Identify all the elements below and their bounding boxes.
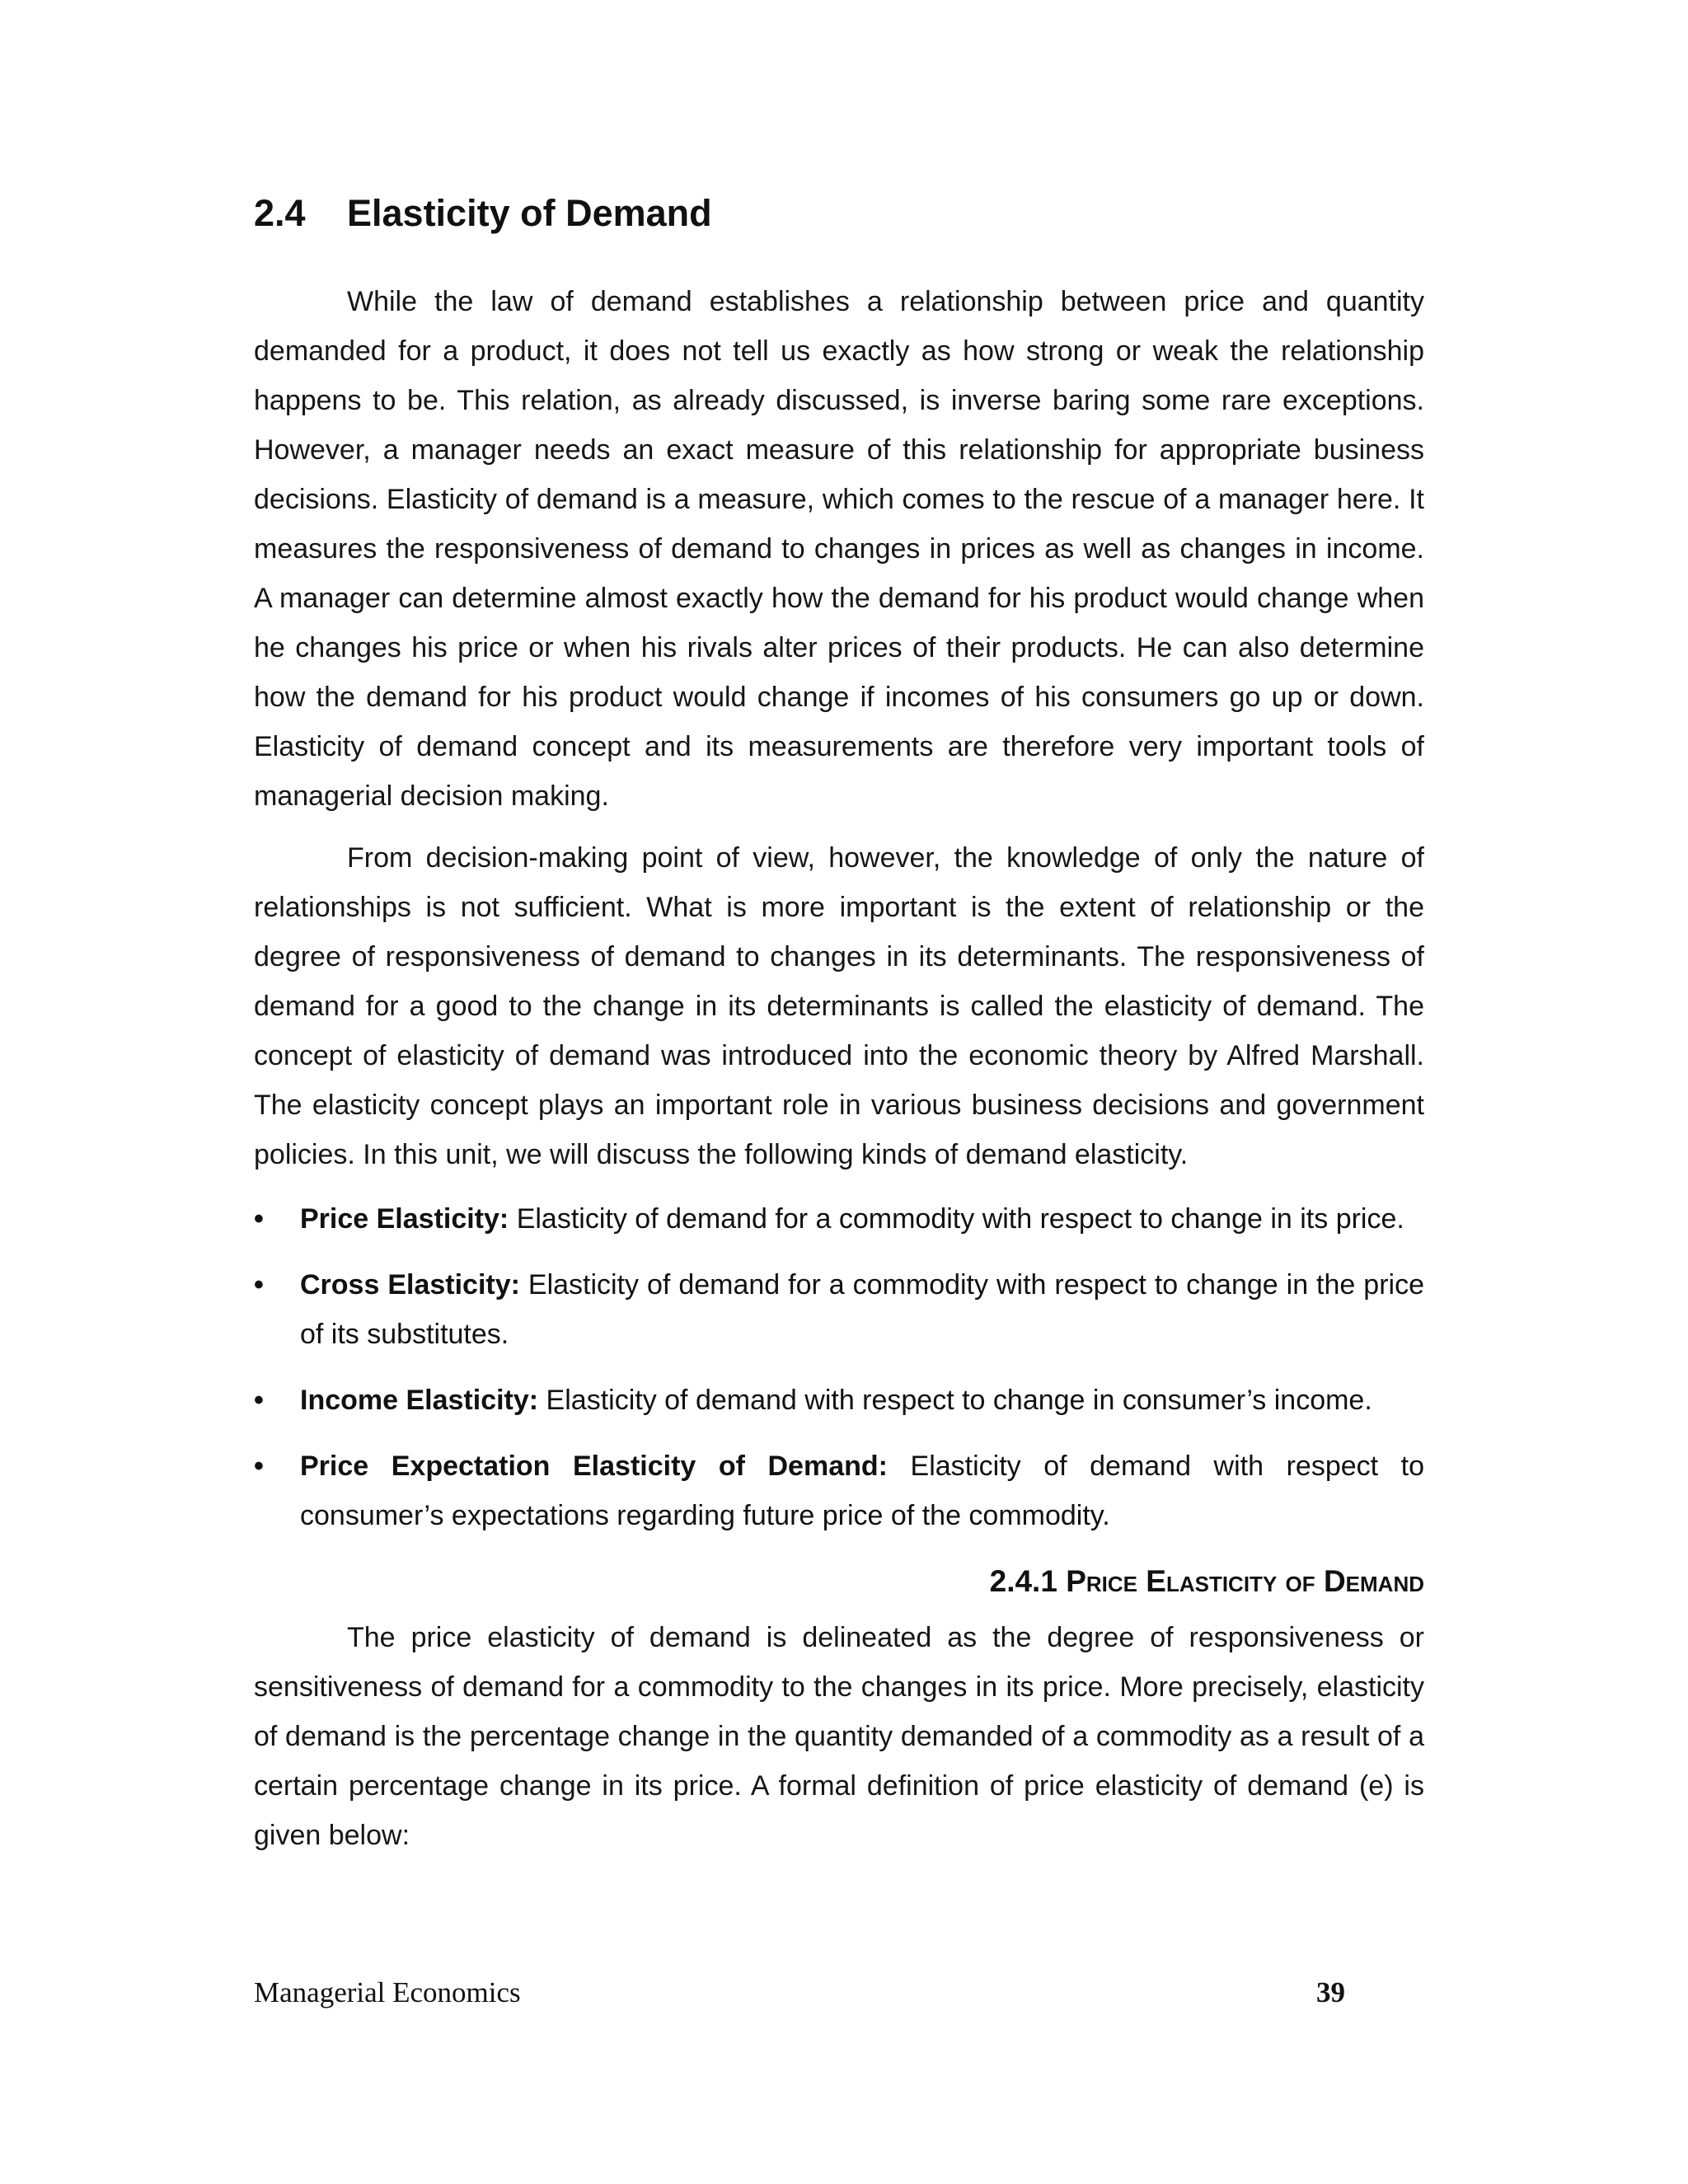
list-item-price-elasticity — [254, 1194, 1424, 1244]
footer-page-number: 39 — [1316, 1976, 1345, 2008]
price-elasticity-paragraph: The price elasticity of demand is delineated as the degree of responsiveness or sensitiveness of demand for a commodity to the changes in its price. More precisely, elasticity of demand is the percentage change in the quantity demanded of a commodity as a result of a certain percentage change in its price. A formal definition of price elasticity of demand (e) is given below: — [254, 1622, 1424, 1851]
kind-description: Elasticity of demand for a commodity with respect to change in its price. — [509, 1203, 1404, 1235]
kind-label: Price Elasticity: — [300, 1203, 509, 1235]
subsection-heading: 2.4.1 Price Elasticity of Demand — [989, 1564, 1424, 1598]
kind-description: Elasticity of demand with respect to consumer’s expectations regarding future price of the commodity. — [300, 1451, 1424, 1531]
list-item-income-elasticity — [254, 1376, 1424, 1425]
section-heading — [254, 190, 1424, 237]
decision-making-paragraph: From decision-making point of view, however, the knowledge of only the nature of relationships is not sufficient. What is more important is the extent of relationship or the degree of responsiveness of demand to changes in its determinants. The responsiveness of demand for a good to the change in its determinants is called the elasticity of demand. The concept of elasticity of demand was introduced into the economic theory by Alfred Marshall. The elasticity concept plays an important role in various business decisions and government policies. In this unit, we will discuss the following kinds of demand elasticity. — [254, 842, 1424, 1170]
kind-label: Price Expectation Elasticity of Demand: — [300, 1451, 888, 1482]
bullet-icon: • — [254, 1451, 264, 1482]
kind-label: Income Elasticity: — [300, 1385, 539, 1416]
kind-label: Cross Elasticity: — [300, 1269, 520, 1301]
list-item-price-expectation-elasticity — [254, 1441, 1424, 1540]
bullet-icon: • — [254, 1269, 264, 1301]
section-title: Elasticity of Demand — [347, 192, 712, 234]
bullet-icon: • — [254, 1385, 264, 1416]
section-number: 2.4 — [254, 192, 306, 234]
footer-book-title: Managerial Economics — [254, 1976, 521, 2008]
list-item-cross-elasticity — [254, 1260, 1424, 1359]
elasticity-kinds-list — [254, 1194, 1424, 1540]
kind-description: Elasticity of demand with respect to change in consumer’s income. — [538, 1385, 1372, 1416]
bullet-icon: • — [254, 1203, 264, 1235]
intro-paragraph: While the law of demand establishes a relationship between price and quantity demanded for a product, it does not tell us exactly as how strong or weak the relationship happens to be. This relation, as already discussed, is inverse baring some rare exceptions. However, a manager needs an exact measure of this relationship for appropriate business decisions. Elasticity of demand is a measure, which comes to the rescue of a manager here. It measures the responsiveness of demand to changes in prices as well as changes in income. A manager can determine almost exactly how the demand for his product would change when he changes his price or when his rivals alter prices of their products. He can also determine how the demand for his product would change if incomes of his consumers go up or down. Elasticity of demand concept and its measurements are therefore very important tools of managerial decision making. — [254, 286, 1424, 812]
page-content — [254, 190, 1424, 1860]
kind-description: Elasticity of demand for a commodity with respect to change in the price of its substitutes. — [300, 1269, 1424, 1350]
